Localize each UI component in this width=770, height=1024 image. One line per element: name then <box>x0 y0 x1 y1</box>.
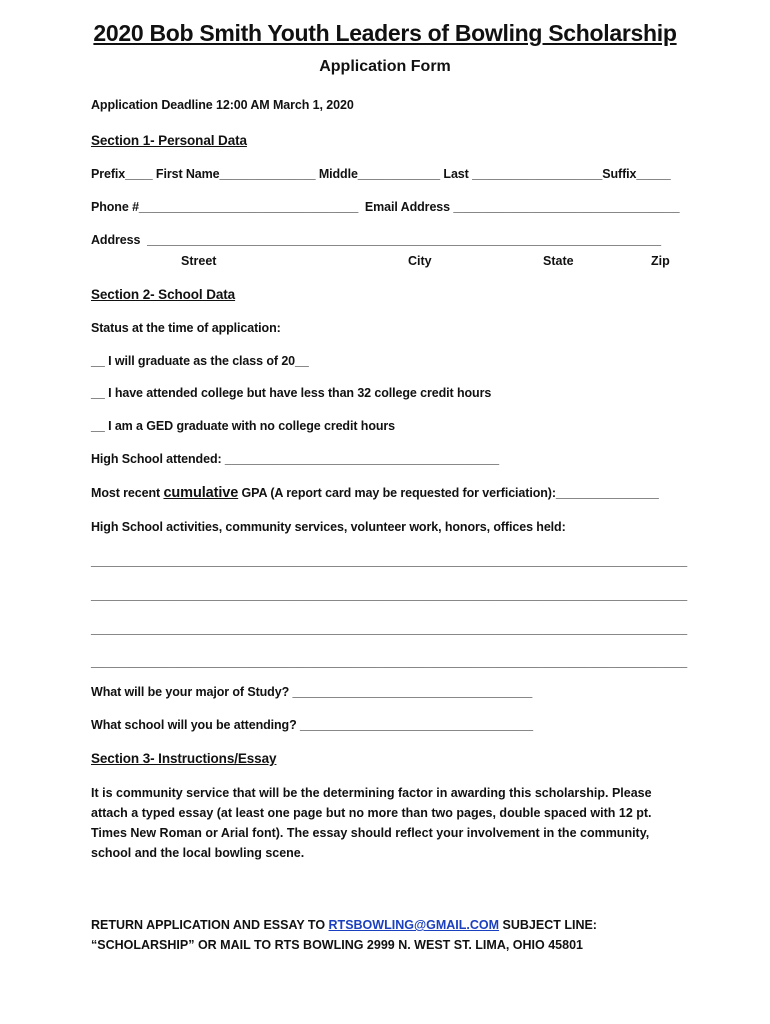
status-option-college[interactable]: __ I have attended college but have less than 32 college credit hours <box>91 386 492 400</box>
email-link[interactable]: RTSBOWLING@GMAIL.COM <box>328 918 500 932</box>
application-deadline: Application Deadline 12:00 AM March 1, 2020 <box>91 98 354 112</box>
gpa-suffix: GPA (A report card may be requested for verficiation):_______________ <box>238 486 659 500</box>
activities-blank-line[interactable]: _______________________________________________________________________________________ <box>91 622 688 636</box>
major-field[interactable]: What will be your major of Study? ___________________________________ <box>91 685 533 699</box>
activities-blank-line[interactable]: _______________________________________________________________________________________ <box>91 655 688 669</box>
return-instructions <box>91 915 691 955</box>
section-2-heading: Section 2- School Data <box>91 287 236 302</box>
section-3-heading: Section 3- Instructions/Essay <box>91 751 277 766</box>
high-school-field[interactable]: High School attended: ________________________________________ <box>91 452 499 466</box>
address-zip-label: Zip <box>651 254 670 268</box>
phone-email-fields-line[interactable]: Phone #________________________________ Email Address _________________________________ <box>91 200 680 214</box>
page-title: 2020 Bob Smith Youth Leaders of Bowling Scholarship <box>93 20 677 46</box>
address-city-label: City <box>408 254 432 268</box>
activities-blank-line[interactable]: _______________________________________________________________________________________ <box>91 554 688 568</box>
return-prefix: RETURN APPLICATION AND ESSAY TO <box>91 918 329 932</box>
school-field[interactable]: What school will you be attending? __________________________________ <box>91 718 533 732</box>
gpa-field[interactable] <box>91 485 659 501</box>
status-prompt: Status at the time of application: <box>91 321 281 335</box>
status-option-ged[interactable]: __ I am a GED graduate with no college credit hours <box>91 419 396 433</box>
address-state-label: State <box>543 254 574 268</box>
status-option-graduate[interactable]: __ I will graduate as the class of 20__ <box>91 354 309 368</box>
gpa-prefix: Most recent <box>91 486 164 500</box>
name-fields-line[interactable]: Prefix____ First Name______________ Middle____________ Last ___________________Suffix_____ <box>91 167 671 181</box>
activities-prompt: High School activities, community services, volunteer work, honors, offices held: <box>91 520 566 534</box>
activities-blank-line[interactable]: _______________________________________________________________________________________ <box>91 588 688 602</box>
essay-instructions: It is community service that will be the determining factor in awarding this scholarship. Please attach a typed essay (at least one page but no more than two pages, double spaced with 12 pt. Times New Roman or Arial font). The essay should reflect your involvement in the community, school and the local bowling scene. <box>91 786 652 860</box>
address-street-label: Street <box>181 254 217 268</box>
gpa-cumulative-word: cumulative <box>163 485 239 501</box>
address-field-line[interactable]: Address ___________________________________________________________________________ <box>91 233 661 247</box>
section-1-heading: Section 1- Personal Data <box>91 133 247 148</box>
page-subtitle: Application Form <box>319 58 451 75</box>
return-suffix: SUBJECT LINE: “SCHOLARSHIP” OR MAIL TO RTS BOWLING 2999 N. WEST ST. LIMA, OHIO 45801 <box>91 918 597 952</box>
